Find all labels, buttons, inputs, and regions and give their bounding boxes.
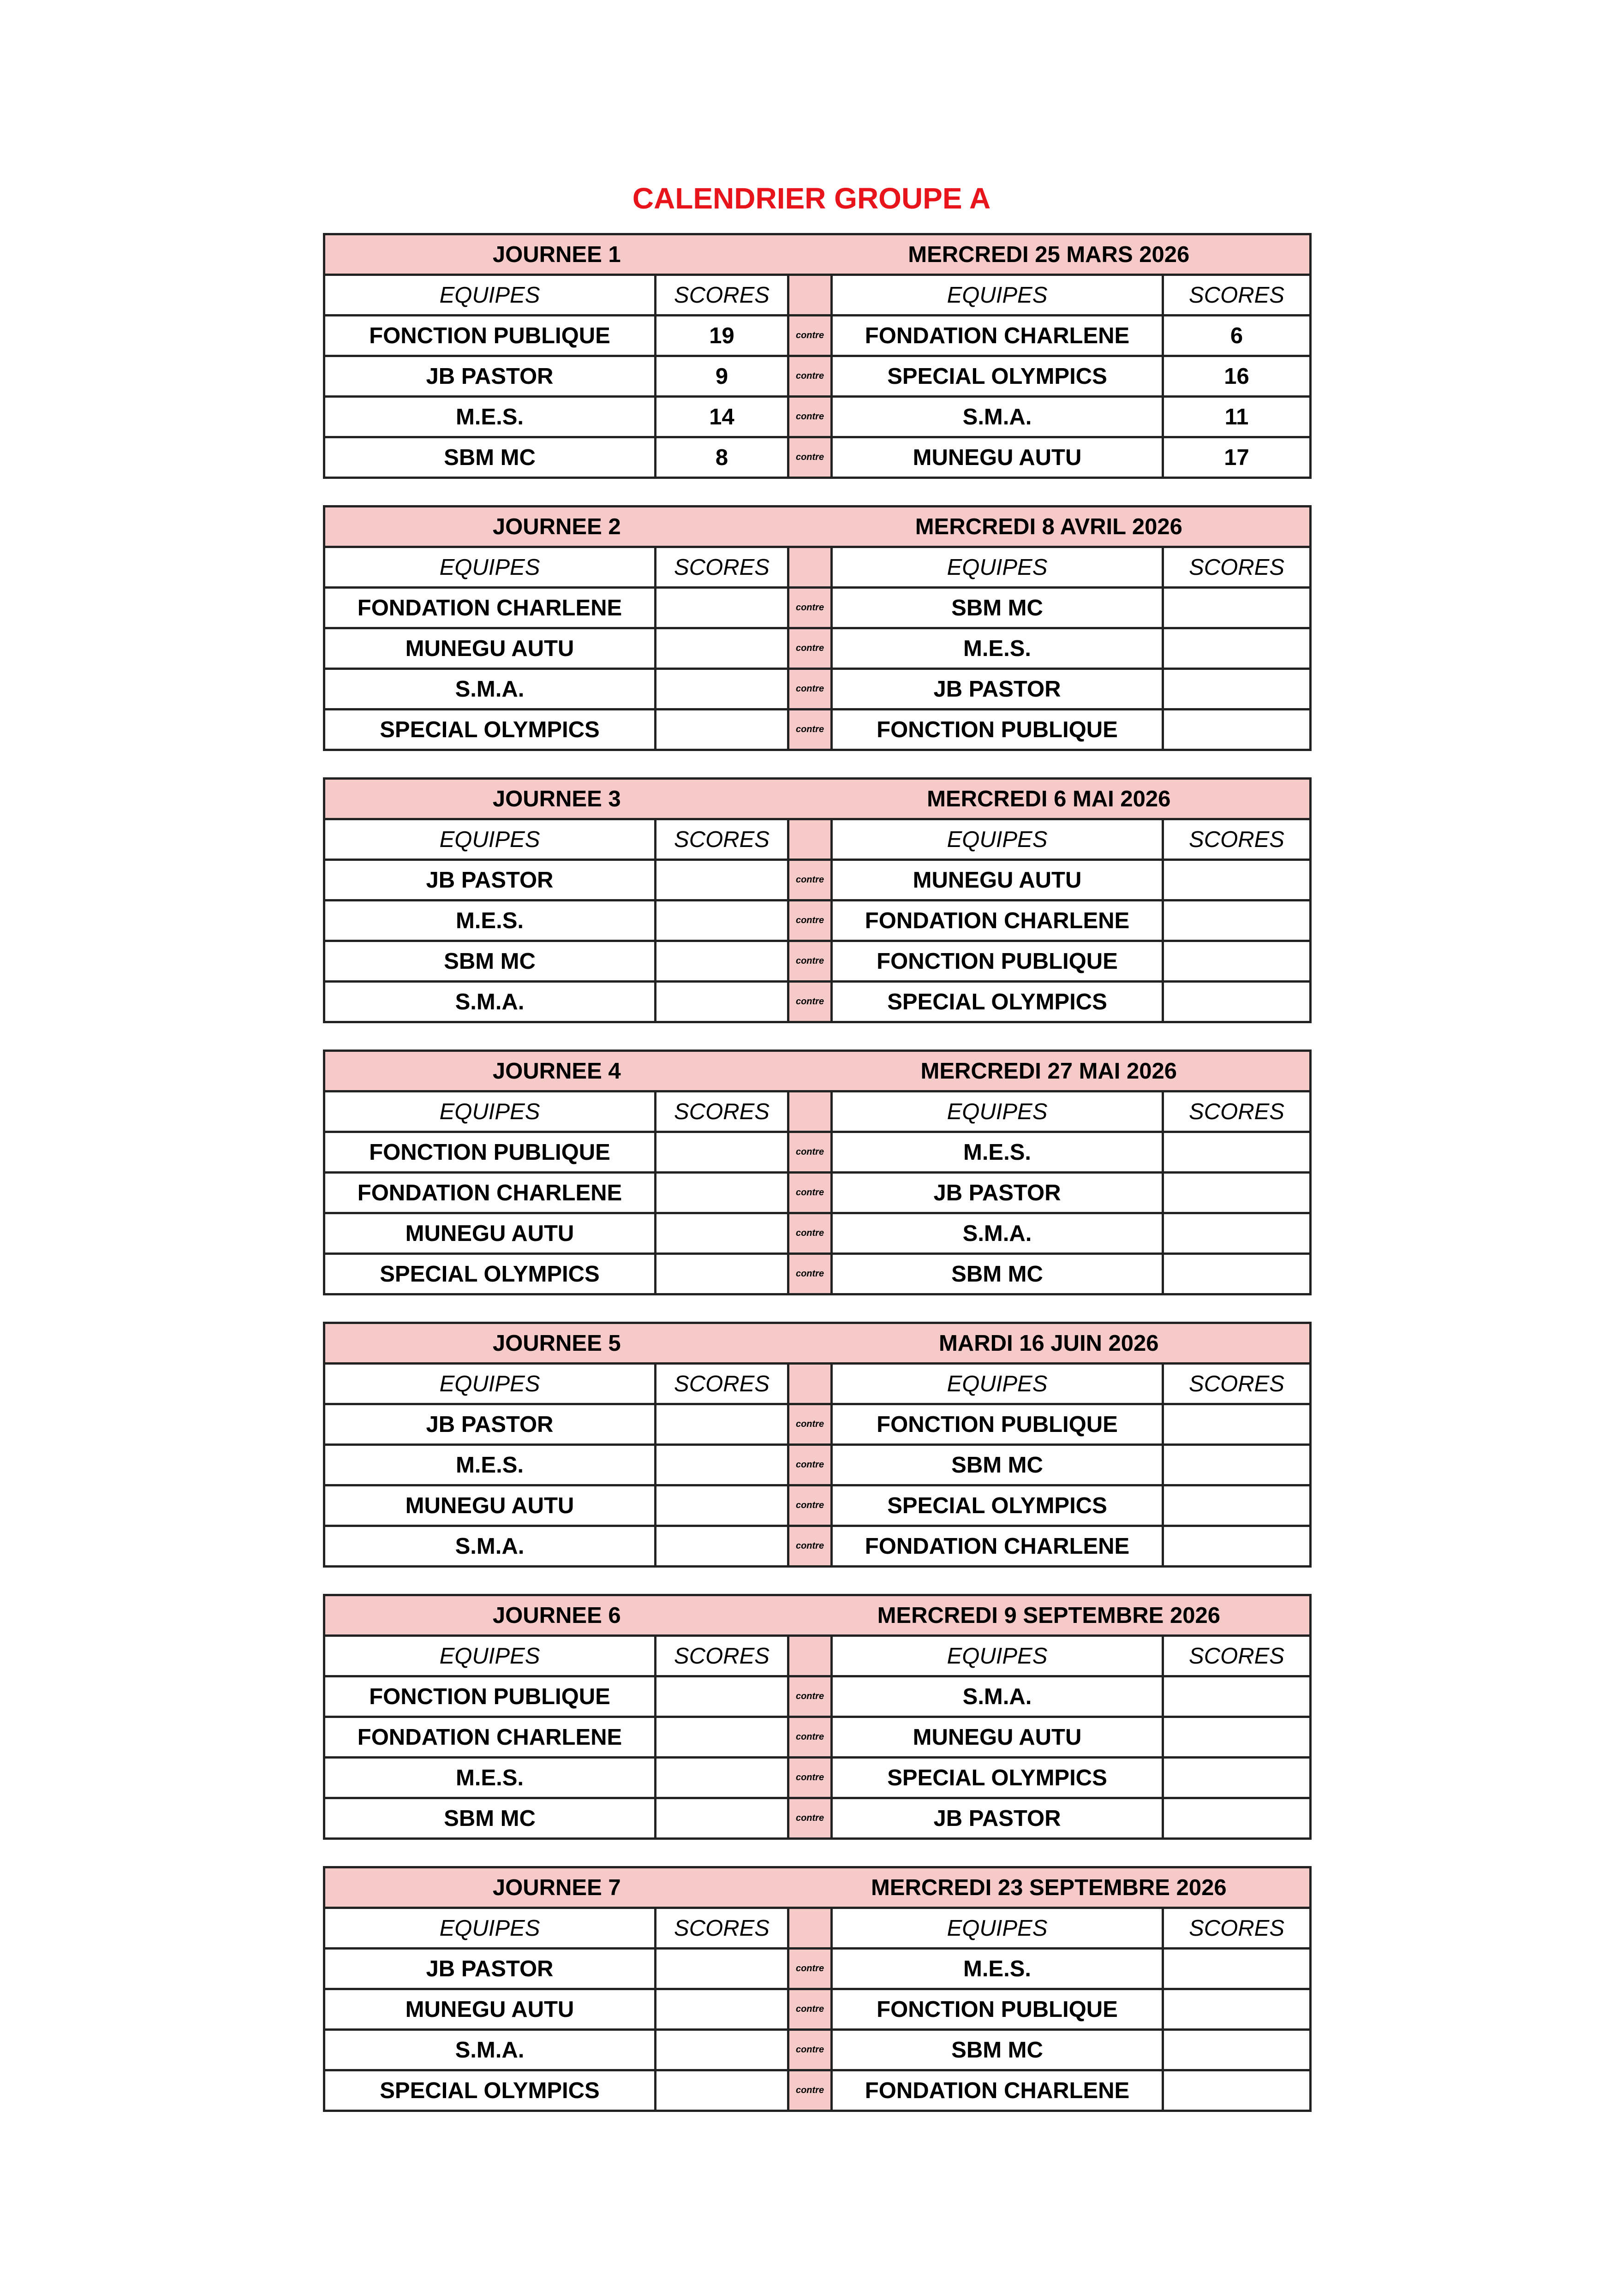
journee-date: MERCREDI 8 AVRIL 2026	[788, 507, 1311, 547]
match-row	[324, 397, 1311, 437]
away-team: FONCTION PUBLIQUE	[832, 1404, 1163, 1445]
home-score	[656, 1989, 788, 2030]
versus-label: contre	[788, 901, 832, 941]
versus-label: contre	[788, 1798, 832, 1839]
versus-label: contre	[788, 1989, 832, 2030]
home-team: SPECIAL OLYMPICS	[324, 1254, 656, 1294]
away-team: JB PASTOR	[832, 1173, 1163, 1213]
journee-table	[323, 1866, 1312, 2112]
home-score	[656, 1213, 788, 1254]
journee-header	[324, 1595, 1311, 1636]
home-team: SPECIAL OLYMPICS	[324, 2070, 656, 2111]
home-team: FONCTION PUBLIQUE	[324, 1676, 656, 1717]
versus-label: contre	[788, 356, 832, 397]
away-team: SBM MC	[832, 1254, 1163, 1294]
away-score	[1163, 1485, 1311, 1526]
scores-column-header: SCORES	[1163, 1364, 1311, 1404]
home-score: 19	[656, 316, 788, 356]
home-team: M.E.S.	[324, 901, 656, 941]
away-team: SBM MC	[832, 2030, 1163, 2070]
equipes-column-header: EQUIPES	[324, 275, 656, 316]
journee-table	[323, 233, 1312, 479]
match-row	[324, 1798, 1311, 1839]
away-team: FONDATION CHARLENE	[832, 1526, 1163, 1567]
match-row	[324, 1173, 1311, 1213]
home-score: 14	[656, 397, 788, 437]
away-team: SBM MC	[832, 588, 1163, 628]
home-score	[656, 669, 788, 710]
match-row	[324, 2070, 1311, 2111]
away-score	[1163, 1526, 1311, 1567]
versus-label: contre	[788, 1132, 832, 1173]
equipes-column-header: EQUIPES	[832, 819, 1163, 860]
away-score: 17	[1163, 437, 1311, 478]
journee-header	[324, 234, 1311, 275]
away-score	[1163, 1173, 1311, 1213]
versus-column-header	[788, 1636, 832, 1676]
versus-label: contre	[788, 982, 832, 1022]
away-team: SPECIAL OLYMPICS	[832, 1758, 1163, 1798]
match-row	[324, 1213, 1311, 1254]
match-row	[324, 1949, 1311, 1989]
away-score	[1163, 1676, 1311, 1717]
versus-label: contre	[788, 669, 832, 710]
away-score	[1163, 901, 1311, 941]
away-team: FONCTION PUBLIQUE	[832, 941, 1163, 982]
versus-label: contre	[788, 1254, 832, 1294]
versus-label: contre	[788, 397, 832, 437]
home-team: FONDATION CHARLENE	[324, 588, 656, 628]
away-team: M.E.S.	[832, 1949, 1163, 1989]
versus-label: contre	[788, 2070, 832, 2111]
match-row	[324, 1989, 1311, 2030]
match-row	[324, 1526, 1311, 1567]
home-team: S.M.A.	[324, 982, 656, 1022]
versus-label: contre	[788, 1485, 832, 1526]
scores-column-header: SCORES	[1163, 275, 1311, 316]
home-team: MUNEGU AUTU	[324, 1485, 656, 1526]
journee-date: MERCREDI 25 MARS 2026	[788, 234, 1311, 275]
journee-header	[324, 779, 1311, 819]
away-score	[1163, 1132, 1311, 1173]
home-score	[656, 628, 788, 669]
home-score: 9	[656, 356, 788, 397]
away-score	[1163, 669, 1311, 710]
home-score	[656, 2030, 788, 2070]
journee-label: JOURNEE 3	[324, 779, 788, 819]
away-team: JB PASTOR	[832, 669, 1163, 710]
away-score	[1163, 2070, 1311, 2111]
journee-label: JOURNEE 2	[324, 507, 788, 547]
versus-label: contre	[788, 1445, 832, 1485]
scores-column-header: SCORES	[1163, 1091, 1311, 1132]
versus-label: contre	[788, 860, 832, 901]
journee-date: MERCREDI 6 MAI 2026	[788, 779, 1311, 819]
journee-date: MARDI 16 JUIN 2026	[788, 1323, 1311, 1364]
away-team: S.M.A.	[832, 397, 1163, 437]
away-team: FONCTION PUBLIQUE	[832, 1989, 1163, 2030]
home-score	[656, 1173, 788, 1213]
away-score: 6	[1163, 316, 1311, 356]
versus-column-header	[788, 1091, 832, 1132]
equipes-column-header: EQUIPES	[324, 1091, 656, 1132]
match-row	[324, 1132, 1311, 1173]
scores-column-header: SCORES	[1163, 1908, 1311, 1949]
away-score	[1163, 1989, 1311, 2030]
match-row	[324, 316, 1311, 356]
journee-header	[324, 1867, 1311, 1908]
scores-column-header: SCORES	[1163, 1636, 1311, 1676]
journee-label: JOURNEE 1	[324, 234, 788, 275]
away-team: JB PASTOR	[832, 1798, 1163, 1839]
journee-table	[323, 1050, 1312, 1295]
scores-column-header: SCORES	[1163, 547, 1311, 588]
away-team: SPECIAL OLYMPICS	[832, 982, 1163, 1022]
versus-label: contre	[788, 1213, 832, 1254]
scores-column-header: SCORES	[656, 275, 788, 316]
away-team: M.E.S.	[832, 1132, 1163, 1173]
match-row	[324, 1758, 1311, 1798]
equipes-column-header: EQUIPES	[832, 547, 1163, 588]
away-team: S.M.A.	[832, 1676, 1163, 1717]
home-score	[656, 1798, 788, 1839]
home-team: S.M.A.	[324, 2030, 656, 2070]
away-score	[1163, 941, 1311, 982]
home-score	[656, 588, 788, 628]
equipes-column-header: EQUIPES	[832, 1364, 1163, 1404]
scores-column-header: SCORES	[656, 1636, 788, 1676]
away-score	[1163, 1213, 1311, 1254]
versus-label: contre	[788, 437, 832, 478]
home-score	[656, 1676, 788, 1717]
home-team: FONCTION PUBLIQUE	[324, 316, 656, 356]
away-team: MUNEGU AUTU	[832, 860, 1163, 901]
away-score: 11	[1163, 397, 1311, 437]
page-title: CALENDRIER GROUPE A	[632, 182, 991, 215]
away-team: SPECIAL OLYMPICS	[832, 356, 1163, 397]
away-score	[1163, 1798, 1311, 1839]
column-header-row	[324, 1364, 1311, 1404]
journee-header	[324, 507, 1311, 547]
match-row	[324, 2030, 1311, 2070]
home-team: MUNEGU AUTU	[324, 1213, 656, 1254]
equipes-column-header: EQUIPES	[324, 547, 656, 588]
away-score	[1163, 2030, 1311, 2070]
away-score	[1163, 860, 1311, 901]
journee-label: JOURNEE 7	[324, 1867, 788, 1908]
scores-column-header: SCORES	[656, 1364, 788, 1404]
match-row	[324, 1404, 1311, 1445]
away-score	[1163, 710, 1311, 750]
home-score	[656, 710, 788, 750]
match-row	[324, 1254, 1311, 1294]
match-row	[324, 1445, 1311, 1485]
journee-header	[324, 1051, 1311, 1091]
away-team: S.M.A.	[832, 1213, 1163, 1254]
home-team: JB PASTOR	[324, 1949, 656, 1989]
away-team: SBM MC	[832, 1445, 1163, 1485]
versus-column-header	[788, 275, 832, 316]
away-score	[1163, 1758, 1311, 1798]
home-team: M.E.S.	[324, 1445, 656, 1485]
scores-column-header: SCORES	[656, 1091, 788, 1132]
home-score	[656, 1758, 788, 1798]
match-row	[324, 1676, 1311, 1717]
home-score	[656, 1485, 788, 1526]
away-team: FONDATION CHARLENE	[832, 2070, 1163, 2111]
column-header-row	[324, 547, 1311, 588]
home-team: M.E.S.	[324, 397, 656, 437]
home-team: S.M.A.	[324, 1526, 656, 1567]
home-score	[656, 1445, 788, 1485]
versus-label: contre	[788, 1173, 832, 1213]
column-header-row	[324, 819, 1311, 860]
away-team: SPECIAL OLYMPICS	[832, 1485, 1163, 1526]
scores-column-header: SCORES	[656, 1908, 788, 1949]
away-team: FONDATION CHARLENE	[832, 901, 1163, 941]
match-row	[324, 356, 1311, 397]
match-row	[324, 1485, 1311, 1526]
away-score	[1163, 1404, 1311, 1445]
home-score	[656, 860, 788, 901]
equipes-column-header: EQUIPES	[832, 1636, 1163, 1676]
versus-label: contre	[788, 1949, 832, 1989]
scores-column-header: SCORES	[1163, 819, 1311, 860]
scores-column-header: SCORES	[656, 819, 788, 860]
journee-table	[323, 777, 1312, 1023]
home-team: JB PASTOR	[324, 1404, 656, 1445]
home-team: JB PASTOR	[324, 356, 656, 397]
home-score	[656, 1132, 788, 1173]
away-team: MUNEGU AUTU	[832, 1717, 1163, 1758]
away-score	[1163, 628, 1311, 669]
match-row	[324, 860, 1311, 901]
column-header-row	[324, 1636, 1311, 1676]
away-team: FONCTION PUBLIQUE	[832, 710, 1163, 750]
versus-label: contre	[788, 1676, 832, 1717]
home-team: JB PASTOR	[324, 860, 656, 901]
home-score	[656, 901, 788, 941]
equipes-column-header: EQUIPES	[324, 1908, 656, 1949]
journee-table	[323, 505, 1312, 751]
match-row	[324, 669, 1311, 710]
home-team: FONDATION CHARLENE	[324, 1717, 656, 1758]
versus-column-header	[788, 819, 832, 860]
match-row	[324, 588, 1311, 628]
journee-date: MERCREDI 23 SEPTEMBRE 2026	[788, 1867, 1311, 1908]
home-score	[656, 941, 788, 982]
journee-table	[323, 1594, 1312, 1840]
versus-label: contre	[788, 2030, 832, 2070]
journee-label: JOURNEE 5	[324, 1323, 788, 1364]
journee-header	[324, 1323, 1311, 1364]
equipes-column-header: EQUIPES	[832, 275, 1163, 316]
match-row	[324, 628, 1311, 669]
match-row	[324, 941, 1311, 982]
away-score	[1163, 982, 1311, 1022]
versus-column-header	[788, 1908, 832, 1949]
versus-label: contre	[788, 628, 832, 669]
away-score	[1163, 1717, 1311, 1758]
away-team: MUNEGU AUTU	[832, 437, 1163, 478]
equipes-column-header: EQUIPES	[324, 1364, 656, 1404]
home-score	[656, 982, 788, 1022]
versus-column-header	[788, 1364, 832, 1404]
equipes-column-header: EQUIPES	[324, 1636, 656, 1676]
home-score: 8	[656, 437, 788, 478]
versus-label: contre	[788, 588, 832, 628]
match-row	[324, 982, 1311, 1022]
versus-label: contre	[788, 1758, 832, 1798]
home-score	[656, 1526, 788, 1567]
versus-label: contre	[788, 316, 832, 356]
home-score	[656, 1254, 788, 1294]
away-score	[1163, 588, 1311, 628]
match-row	[324, 710, 1311, 750]
home-team: SBM MC	[324, 941, 656, 982]
match-row	[324, 901, 1311, 941]
journee-table	[323, 1322, 1312, 1568]
versus-column-header	[788, 547, 832, 588]
match-row	[324, 437, 1311, 478]
scores-column-header: SCORES	[656, 547, 788, 588]
match-row	[324, 1717, 1311, 1758]
versus-label: contre	[788, 710, 832, 750]
away-team: M.E.S.	[832, 628, 1163, 669]
journee-label: JOURNEE 6	[324, 1595, 788, 1636]
versus-label: contre	[788, 1717, 832, 1758]
versus-label: contre	[788, 941, 832, 982]
home-team: S.M.A.	[324, 669, 656, 710]
journee-label: JOURNEE 4	[324, 1051, 788, 1091]
column-header-row	[324, 275, 1311, 316]
equipes-column-header: EQUIPES	[832, 1908, 1163, 1949]
away-score	[1163, 1445, 1311, 1485]
column-header-row	[324, 1091, 1311, 1132]
away-score	[1163, 1949, 1311, 1989]
journee-date: MERCREDI 27 MAI 2026	[788, 1051, 1311, 1091]
versus-label: contre	[788, 1526, 832, 1567]
home-team: SPECIAL OLYMPICS	[324, 710, 656, 750]
home-score	[656, 1404, 788, 1445]
home-team: MUNEGU AUTU	[324, 628, 656, 669]
home-score	[656, 1949, 788, 1989]
home-team: M.E.S.	[324, 1758, 656, 1798]
versus-label: contre	[788, 1404, 832, 1445]
home-team: FONCTION PUBLIQUE	[324, 1132, 656, 1173]
away-score	[1163, 1254, 1311, 1294]
home-team: SBM MC	[324, 1798, 656, 1839]
away-score: 16	[1163, 356, 1311, 397]
home-team: FONDATION CHARLENE	[324, 1173, 656, 1213]
equipes-column-header: EQUIPES	[324, 819, 656, 860]
equipes-column-header: EQUIPES	[832, 1091, 1163, 1132]
away-team: FONDATION CHARLENE	[832, 316, 1163, 356]
home-score	[656, 1717, 788, 1758]
home-team: MUNEGU AUTU	[324, 1989, 656, 2030]
column-header-row	[324, 1908, 1311, 1949]
home-score	[656, 2070, 788, 2111]
journee-date: MERCREDI 9 SEPTEMBRE 2026	[788, 1595, 1311, 1636]
home-team: SBM MC	[324, 437, 656, 478]
